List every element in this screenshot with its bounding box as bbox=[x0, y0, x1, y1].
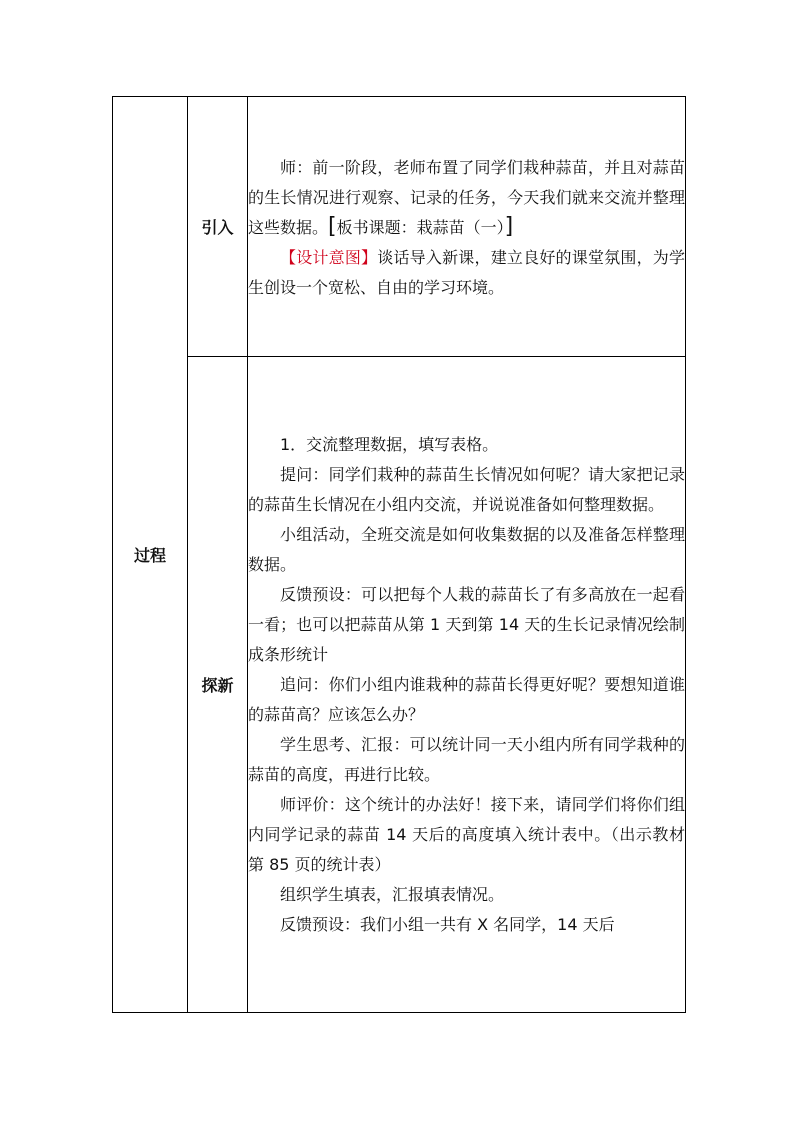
explore-paragraph: 师评价：这个统计的办法好！接下来，请同学们将你们组内同学记录的蒜苗 14 天后的高度填入统计表中。（出示教材第 85 页的统计表） bbox=[248, 794, 685, 874]
design-intent-paragraph bbox=[248, 243, 685, 303]
process-label: 过程 bbox=[133, 546, 166, 565]
explore-paragraph: 追问：你们小组内谁栽种的蒜苗长得更好呢？要想知道谁的蒜苗高？应该怎么办？ bbox=[248, 674, 685, 724]
explore-content-cell bbox=[248, 357, 686, 1013]
explore-paragraph: 学生思考、汇报：可以统计同一天小组内所有同学栽种的蒜苗的高度，再进行比较。 bbox=[248, 734, 685, 784]
explore-label-cell bbox=[188, 357, 248, 1013]
explore-paragraph: 1．交流整理数据，填写表格。 bbox=[280, 434, 499, 454]
design-intent-label: 【设计意图】 bbox=[280, 248, 378, 267]
intro-text-a: 师：前一阶段，老师布置了同学们栽种蒜苗，并且对蒜苗的生长情况进行观察、记录的任务，今天我们就来交流并整理这些数据。 bbox=[248, 158, 685, 237]
intro-label-cell bbox=[188, 97, 248, 357]
explore-paragraph: 小组活动，全班交流是如何收集数据的以及准备怎样整理数据。 bbox=[248, 524, 685, 574]
intro-label: 引入 bbox=[201, 218, 234, 237]
process-label-cell bbox=[113, 97, 188, 1013]
explore-paragraph: 反馈预设：我们小组一共有 X 名同学，14 天后 bbox=[280, 914, 615, 934]
lesson-plan-table bbox=[112, 96, 686, 1013]
explore-paragraph: 组织学生填表，汇报填表情况。 bbox=[280, 884, 505, 904]
intro-text-b: 板书课题：栽蒜苗（一） bbox=[336, 218, 505, 237]
explore-label: 探新 bbox=[201, 676, 234, 695]
explore-paragraph: 提问：同学们栽种的蒜苗生长情况如何呢？请大家把记录的蒜苗生长情况在小组内交流，并说说准备如何整理数据。 bbox=[248, 464, 685, 514]
design-intent-text: 谈话导入新课，建立良好的课堂氛围，为学生创设一个宽松、自由的学习环境。 bbox=[248, 248, 685, 297]
close-bracket: ] bbox=[504, 214, 514, 239]
intro-content-cell bbox=[248, 97, 686, 357]
explore-paragraph: 反馈预设：可以把每个人栽的蒜苗长了有多高放在一起看一看；也可以把蒜苗从第 1 天到第 14 天的生长记录情况绘制成条形统计 bbox=[248, 584, 685, 664]
intro-paragraph bbox=[248, 153, 685, 243]
open-bracket: [ bbox=[328, 214, 337, 239]
